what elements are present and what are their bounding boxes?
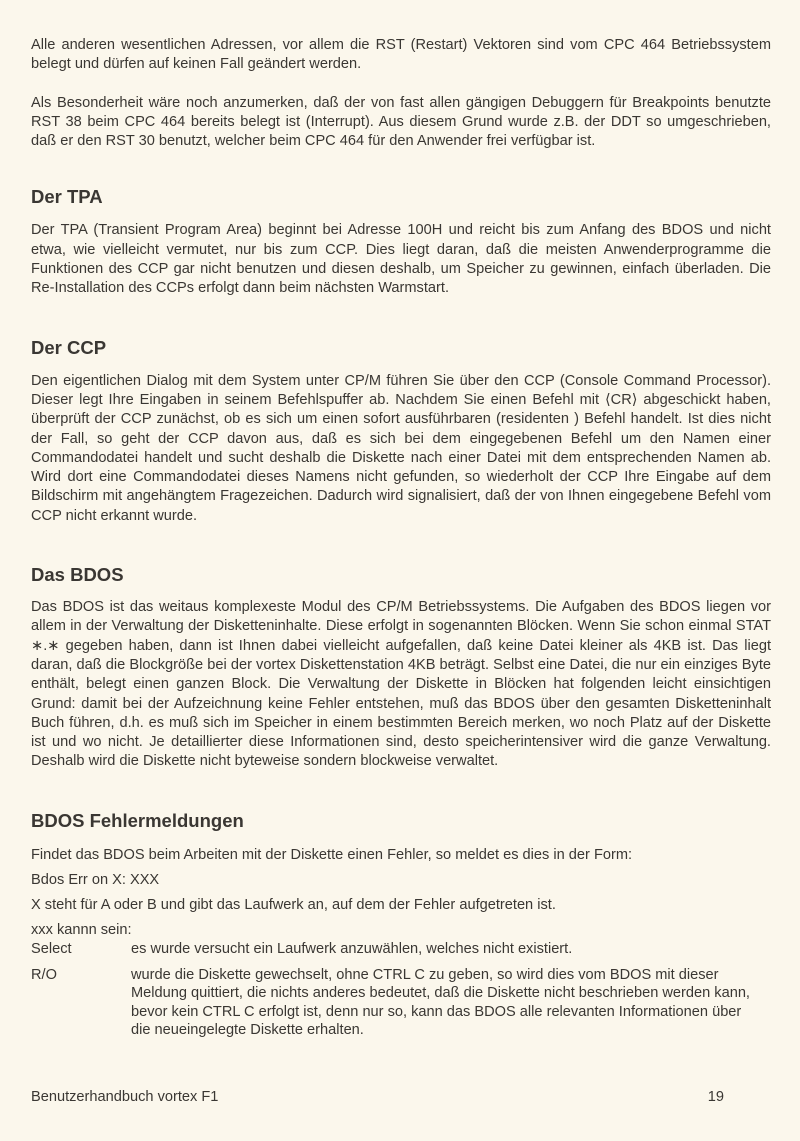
intro-paragraph-1: Alle anderen wesentlichen Adressen, vor allem die RST (Restart) Vektoren sind vom CPC 464 Betriebssystem belegt und dürfen auf keinen Fall geändert werden. [31, 37, 771, 73]
errors-drive-line: X steht für A oder B und gibt das Laufwerk an, auf dem der Fehler aufgetreten ist. [31, 896, 556, 913]
bdos-paragraph: Das BDOS ist das weitaus komplexeste Modul des CP/M Betriebssystems. Die Aufgaben des BDOS liegen vor allem in der Verwaltung der Disketteninhalte. Diese erfolgt in sogenannten Blöcken. Wenn Sie schon einmal STAT ∗.∗ gegeben haben, dann ist Ihnen dabei vielleicht aufgefallen, daß keine Datei kleiner als 4KB ist. Das liegt daran, daß die Blockgröße bei der vortex Diskettenstation 4KB beträgt. Selbst eine Datei, die nur ein einziges Byte enthält, belegt einen ganzen Block. Die Verwaltung der Diskette in Blöcken hat folgenden leicht einsichtigen Grund: damit bei der Aufzeichnung keine Fehler entstehen, muß das BDOS über den gesamten Disketteninhalt Buch führen, d.h. es muß sich im Speicher in einem bestimmten Bereich merken, wo noch Platz auf der Diskette ist und wo nicht. Je detaillierter diese Informationen sind, desto speicherintensiver wird die ganze Verwaltung. Deshalb wird die Diskette nicht byteweise sondern blockweise verwaltet. [31, 599, 771, 770]
bdos-heading: Das BDOS [31, 564, 124, 586]
error-row-select [31, 940, 771, 959]
errors-options-line: xxx kannn sein: [31, 921, 132, 938]
errors-format-line: Bdos Err on X: XXX [31, 871, 160, 888]
error-code: Select [31, 940, 72, 957]
error-row-ro [31, 966, 771, 1040]
tpa-heading: Der TPA [31, 186, 103, 208]
page-footer [31, 1089, 724, 1105]
footer-title: Benutzerhandbuch vortex F1 [31, 1089, 219, 1105]
error-description: wurde die Diskette gewechselt, ohne CTRL C zu geben, so wird dies vom BDOS mit dieser Meldung quittiert, die nichts anderes bedeutet, daß die Diskette nicht beschrieben werden kann, bevor kein CTRL C erfolgt ist, denn nur so, kann das BDOS alle relevanten Informationen über die neueingelegte Diskette erhalten. [131, 966, 750, 1039]
error-description: es wurde versucht ein Laufwerk anzuwählen, welches nicht existiert. [131, 940, 573, 957]
ccp-paragraph: Den eigentlichen Dialog mit dem System unter CP/M führen Sie über den CCP (Console Command Processor). Dieser legt Ihre Eingaben in seinem Befehlspuffer ab. Nachdem Sie einen Befehl mit ⟨CR⟩ abgeschickt haben, überprüft der CCP zunächst, ob es sich um einen sofort ausführbaren (residenten ) Befehl handelt. Ist dies nicht der Fall, so geht der CCP davon aus, daß es sich bei dem eingegebenen Befehl um den Namen einer Commandodatei handelt und sucht deshalb die Diskette nach einer Datei mit dem entsprechenden Namen ab. Wird dort eine Commandodatei dieses Namens nicht gefunden, so wiederholt der CCP Ihre Eingabe auf dem Bildschirm mit angehängtem Fragezeichen. Dadurch wird signalisiert, daß der von Ihnen eingegebene Befehl vom CCP nicht erkannt wurde. [31, 372, 771, 524]
errors-heading: BDOS Fehlermeldungen [31, 809, 244, 831]
error-code: R/O [31, 966, 57, 983]
tpa-paragraph: Der TPA (Transient Program Area) beginnt bei Adresse 100H und reicht bis zum Anfang des BDOS und nicht etwa, wie vielleicht vermutet, nur bis zum CCP. Dies liegt daran, daß die meisten Anwenderprogramme die Funktionen des CCP gar nicht benutzen und diesen deshalb, um Speicher zu gewinnen, einfach überladen. Die Re-Installation des CCPs erfolgt dann beim nächsten Warmstart. [31, 222, 771, 297]
intro-paragraph-2: Als Besonderheit wäre noch anzumerken, daß der von fast allen gängigen Debuggern für Breakpoints benutzte RST 38 beim CPC 464 bereits belegt ist (Interrupt). Aus diesem Grund wurde z.B. der DDT so umgeschrieben, daß er den RST 30 benutzt, welcher beim CPC 464 für den Anwender frei verfügbar ist. [31, 94, 771, 150]
page-content [31, 36, 771, 1047]
page-number: 19 [707, 1089, 724, 1105]
errors-intro-line: Findet das BDOS beim Arbeiten mit der Diskette einen Fehler, so meldet es dies in der Form: [31, 846, 633, 863]
error-list [31, 940, 771, 1040]
ccp-heading: Der CCP [31, 336, 107, 358]
